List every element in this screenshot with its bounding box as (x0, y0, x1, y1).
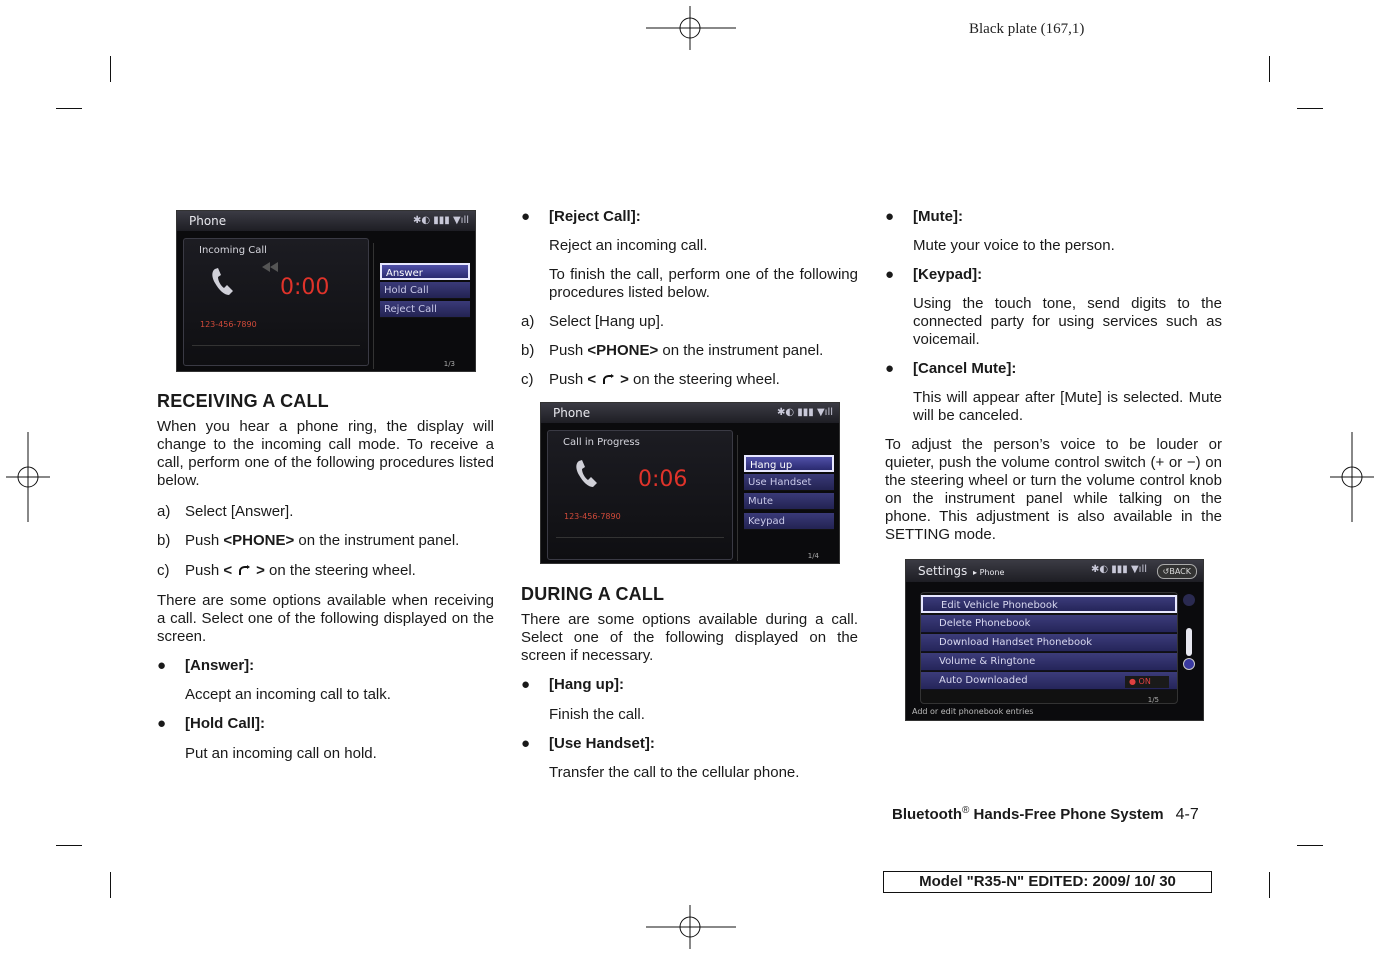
bullet-icon: ● (157, 657, 167, 674)
step-text-post: on the instrument panel. (294, 532, 460, 549)
status-icons: ✱◐ ▮▮▮ ▼ıll (1091, 564, 1147, 575)
option-title: [Use Handset]: (549, 735, 655, 752)
screen-title: Phone (541, 403, 839, 423)
steering-phone-icon (600, 373, 616, 385)
option-desc: Finish the call. (549, 706, 645, 723)
step-b (521, 342, 858, 360)
options-intro: There are some options available when receiving a call. Select one of the following displayed on the screen. (157, 592, 494, 645)
step-text-pre: Push (185, 562, 224, 579)
step-marker: b) (157, 532, 171, 549)
ringing-icon (260, 261, 280, 273)
step-marker: a) (157, 503, 171, 520)
step-marker: b) (521, 342, 535, 359)
option-desc: Using the touch tone, send digits to the connected party for using services such as voicemail. (913, 295, 1222, 348)
step-b (157, 532, 494, 550)
middle-column-top (521, 208, 858, 389)
model-edit-box: Model "R35-N" EDITED: 2009/ 10/ 30 (883, 871, 1212, 893)
bullet-icon: ● (885, 266, 895, 283)
step-text-pre: Push (549, 371, 588, 388)
registration-mark-right (1330, 432, 1374, 522)
crop-mark (56, 108, 82, 109)
scroll-up-icon[interactable] (1183, 594, 1195, 606)
call-in-progress-screenshot (540, 402, 840, 564)
status-icons: ✱◐ ▮▮▮ ▼ıll (413, 215, 469, 226)
option-reject-call (521, 208, 858, 226)
download-handset-phonebook-item[interactable]: Download Handset Phonebook (921, 634, 1177, 652)
crop-mark (1297, 108, 1323, 109)
phone-key: <PHONE> (223, 532, 295, 549)
scroll-bar[interactable] (1182, 594, 1196, 694)
section-heading-receiving: RECEIVING A CALL (157, 391, 329, 411)
footer-brand: Bluetooth (892, 806, 962, 823)
scroll-down-icon[interactable] (1183, 658, 1195, 670)
hang-up-button[interactable]: Hang up (744, 455, 834, 472)
option-desc: Put an incoming call on hold. (185, 745, 377, 762)
divider (192, 345, 360, 346)
page-number: 4-7 (1175, 806, 1199, 823)
option-title: [Answer]: (185, 657, 255, 674)
step-text: Select [Answer]. (185, 503, 294, 520)
volume-ringtone-item[interactable]: Volume & Ringtone (921, 653, 1177, 671)
step-text (549, 342, 823, 360)
option-desc: Mute your voice to the person. (913, 237, 1115, 254)
step-text-pre: Push (185, 532, 224, 549)
bullet-icon: ● (521, 735, 531, 752)
step-text: Select [Hang up]. (549, 313, 665, 330)
step-c (521, 371, 858, 389)
step-text (185, 562, 416, 580)
registered-mark: ® (961, 805, 970, 816)
breadcrumb: ▸ Phone (973, 568, 1005, 577)
registration-mark-top (646, 6, 736, 50)
hint-text: Add or edit phonebook entries (912, 707, 1034, 716)
option-desc: Reject an incoming call. (549, 237, 708, 254)
call-timer: 0:00 (280, 275, 330, 300)
option-title: [Reject Call]: (549, 208, 641, 225)
option-answer (157, 657, 494, 675)
caller-number: 123-456-7890 (564, 512, 621, 521)
option-title: [Hold Call]: (185, 715, 265, 732)
section-heading-during: DURING A CALL (521, 584, 665, 604)
option-cancel-mute (885, 360, 1222, 378)
registration-mark-left (6, 432, 50, 522)
option-keypad (885, 266, 1222, 284)
panel-label: Incoming Call (199, 245, 267, 256)
phone-handset-icon (574, 459, 600, 489)
edit-vehicle-phonebook-item[interactable]: Edit Vehicle Phonebook (921, 595, 1177, 613)
keypad-button[interactable]: Keypad (744, 513, 834, 530)
middle-column-bottom (521, 585, 858, 782)
step-marker: a) (521, 313, 535, 330)
screen-title: Phone (177, 211, 475, 231)
option-mute (885, 208, 1222, 226)
option-desc: Transfer the call to the cellular phone. (549, 764, 800, 781)
reject-call-button[interactable]: Reject Call (380, 301, 470, 318)
option-desc: This will appear after [Mute] is selected. Mute will be canceled. (913, 389, 1222, 424)
status-icons: ✱◐ ▮▮▮ ▼ıll (777, 407, 833, 418)
steering-phone-icon (236, 564, 252, 576)
page-indicator: 1/5 (1147, 696, 1159, 704)
auto-downloaded-item[interactable]: Auto Downloaded (921, 672, 1177, 690)
bracket-open: < (587, 371, 597, 388)
page-indicator: 1/3 (443, 360, 455, 368)
option-use-handset (521, 735, 858, 753)
mute-button[interactable]: Mute (744, 493, 834, 510)
step-a (157, 503, 494, 521)
crop-mark (1269, 56, 1270, 82)
panel-label: Call in Progress (563, 437, 640, 448)
option-title: [Cancel Mute]: (913, 360, 1017, 377)
option-title: [Hang up]: (549, 676, 624, 693)
settings-title: Settings (918, 564, 968, 578)
hold-call-button[interactable]: Hold Call (380, 282, 470, 299)
step-text-post: on the steering wheel. (264, 562, 416, 579)
bullet-icon: ● (885, 360, 895, 377)
page-footer (892, 805, 1199, 824)
finish-call-text: To finish the call, perform one of the following procedures listed below. (549, 266, 858, 301)
call-options-menu (373, 243, 470, 369)
step-text (549, 371, 780, 389)
answer-button[interactable]: Answer (380, 263, 470, 280)
bullet-icon: ● (157, 715, 167, 732)
phone-key: <PHONE> (587, 342, 659, 359)
crop-mark (110, 872, 111, 898)
settings-list (920, 592, 1178, 704)
during-intro: There are some options available during a call. Select one of the following displayed on the screen if necessary. (521, 611, 858, 664)
scroll-track (1186, 628, 1192, 656)
auto-download-toggle[interactable]: ● ON (1125, 676, 1169, 688)
footer-section: Hands-Free Phone System (969, 806, 1164, 823)
right-column (885, 208, 1222, 544)
plate-label: Black plate (167,1) (969, 21, 1085, 37)
crop-mark (110, 56, 111, 82)
receiving-intro: When you hear a phone ring, the display will change to the incoming call mode. To receive a call, perform one of the following procedures listed below. (157, 418, 494, 489)
bullet-icon: ● (521, 676, 531, 693)
crop-mark (1297, 845, 1323, 846)
crop-mark (56, 845, 82, 846)
option-hang-up (521, 676, 858, 694)
call-timer: 0:06 (638, 467, 688, 492)
divider (556, 537, 724, 538)
option-title: [Keypad]: (913, 266, 983, 283)
back-button[interactable]: ↺BACK (1157, 564, 1197, 579)
step-text-post: on the instrument panel. (658, 342, 824, 359)
step-marker: c) (157, 562, 170, 579)
bracket-open: < (223, 562, 233, 579)
step-marker: c) (521, 371, 534, 388)
option-desc: Accept an incoming call to talk. (185, 686, 391, 703)
call-options-menu (737, 435, 834, 561)
call-panel (183, 238, 369, 366)
step-c (157, 562, 494, 580)
use-handset-button[interactable]: Use Handset (744, 474, 834, 491)
bullet-icon: ● (521, 208, 531, 225)
phone-handset-icon (210, 267, 236, 297)
step-a (521, 313, 858, 331)
phone-settings-screenshot (905, 559, 1204, 721)
left-column (157, 392, 494, 490)
bracket-close: > (256, 562, 265, 579)
caller-number: 123-456-7890 (200, 320, 257, 329)
step-text-pre: Push (549, 342, 588, 359)
step-text (185, 532, 459, 550)
page-indicator: 1/4 (807, 552, 819, 560)
delete-phonebook-item[interactable]: Delete Phonebook (921, 615, 1177, 633)
registration-mark-bottom (646, 905, 736, 949)
bracket-close: > (620, 371, 629, 388)
volume-adjust-text: To adjust the person’s voice to be louder or quieter, push the volume control switch (+ or −) on the steering wheel or turn the volume control knob on the instrument panel while talking on the phone. This adjustment is also available in the SETTING mode. (885, 436, 1222, 543)
crop-mark (1269, 872, 1270, 898)
left-steps (157, 503, 494, 763)
incoming-call-screenshot (176, 210, 476, 372)
call-panel (547, 430, 733, 560)
option-hold-call (157, 715, 494, 733)
step-text-post: on the steering wheel. (628, 371, 780, 388)
bullet-icon: ● (885, 208, 895, 225)
option-title: [Mute]: (913, 208, 963, 225)
